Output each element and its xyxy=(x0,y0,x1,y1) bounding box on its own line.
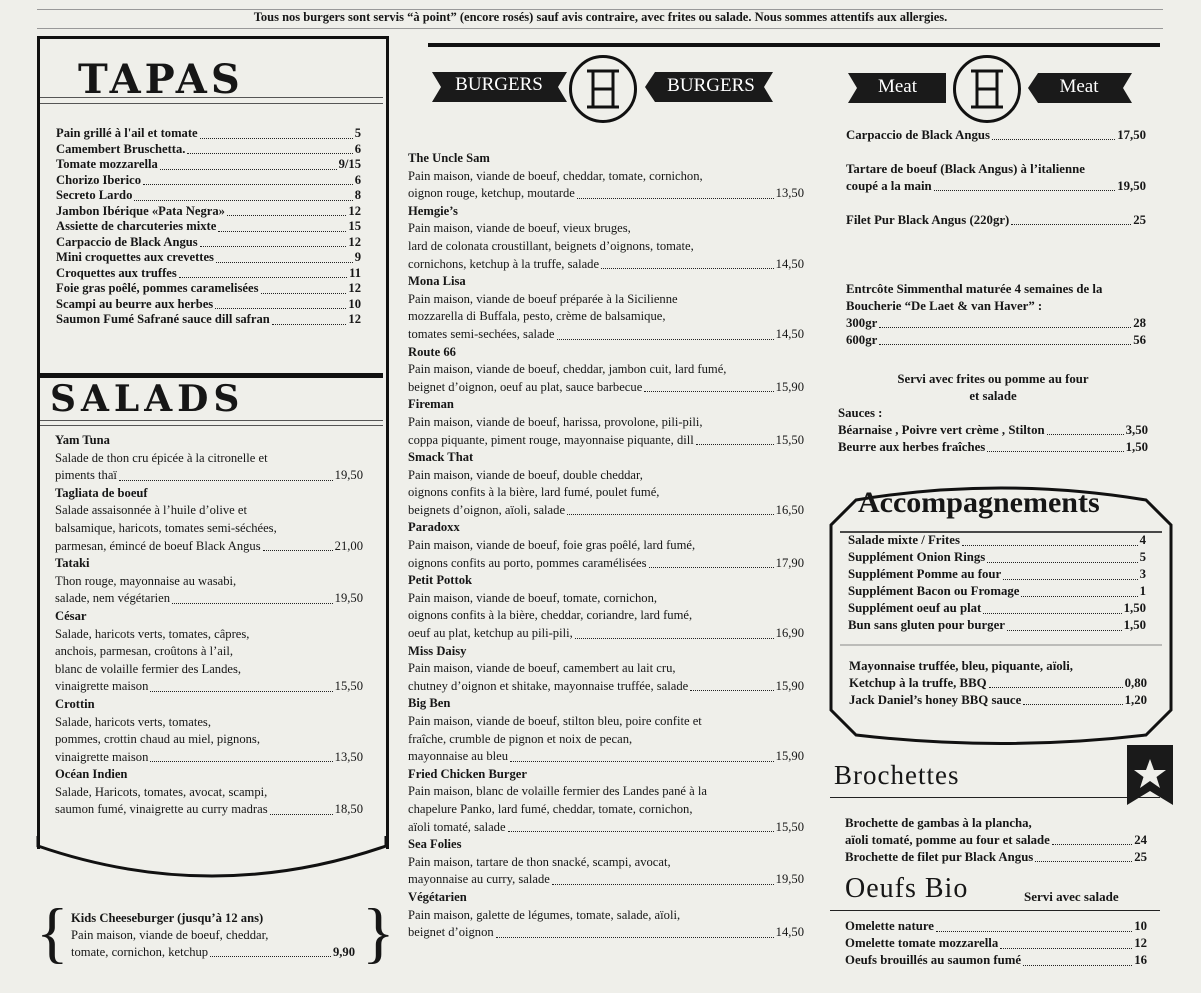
dish-desc: Pain maison, viande de boeuf, stilton bleu, poire confite et xyxy=(408,714,702,728)
sauce-1-name: Béarnaise , Poivre vert crème , Stilton xyxy=(838,423,1045,437)
dot-leader xyxy=(510,761,774,762)
dish-price: 16,50 xyxy=(775,502,804,517)
acc-sauce-1-price: 0,80 xyxy=(1124,676,1147,690)
dish-item xyxy=(408,203,804,273)
right-brace-icon: } xyxy=(362,894,395,970)
dish-name: Route 66 xyxy=(408,344,456,359)
tapas-item-price: 5 xyxy=(354,126,361,140)
dish-desc: Pain maison, viande de boeuf, camembert au lait cru, xyxy=(408,661,676,676)
dot-leader xyxy=(690,690,773,691)
acc-item xyxy=(848,617,1146,634)
dish-desc: Salade, Haricots, tomates, avocat, scampi, xyxy=(55,784,268,799)
left-panel-bottom-arc xyxy=(36,836,388,896)
dish-desc: pommes, crottin chaud au miel, pignons, xyxy=(55,732,260,747)
dot-leader xyxy=(172,603,333,604)
dish-desc: coppa piquante, piment rouge, mayonnaise piquante, dill xyxy=(408,432,694,447)
dish-price: 15,90 xyxy=(775,678,804,693)
dish-price: 15,50 xyxy=(334,679,363,694)
burgers-ribbon-right-label: BURGERS xyxy=(667,75,755,96)
dish-item xyxy=(408,889,804,942)
dish-desc: Pain maison, viande de boeuf, harissa, provolone, pili-pili, xyxy=(408,414,703,429)
dish-last-line xyxy=(408,185,804,203)
h-monogram-icon xyxy=(569,55,637,123)
dish-desc: oeuf au plat, ketchup au pili-pili, xyxy=(408,626,573,641)
dish-desc: cornichons, ketchup à la truffe, salade xyxy=(408,256,600,271)
entrecote xyxy=(846,281,1146,349)
dish-item xyxy=(408,519,804,572)
dish-last-line xyxy=(55,749,363,767)
meat-ribbon-right-label: Meat xyxy=(1059,76,1099,97)
tapas-item-name: Chorizo Iberico xyxy=(56,172,141,187)
dish-name: Sea Folies xyxy=(408,837,462,852)
dish-name: César xyxy=(55,608,87,623)
acc-item-name: Supplément oeuf au plat xyxy=(848,601,982,615)
acc-sauce-2-name: Jack Daniel’s honey BBQ sauce xyxy=(849,693,1022,707)
dish-last-line xyxy=(408,819,804,837)
dish-item xyxy=(408,273,804,343)
dish-last-line xyxy=(408,256,804,274)
dot-leader xyxy=(150,761,332,762)
tapas-item-name: Tomate mozzarella xyxy=(56,157,158,171)
brochettes-list xyxy=(845,815,1147,866)
dish-price: 15,90 xyxy=(775,379,804,394)
star-badge-icon xyxy=(1127,745,1173,807)
dot-leader xyxy=(496,937,774,938)
acc-item-price: 4 xyxy=(1139,533,1146,547)
served-line-1: Servi avec frites ou pomme au four xyxy=(897,372,1089,386)
acc-item-price: 5 xyxy=(1139,550,1146,564)
acc-item-name: Bun sans gluten pour burger xyxy=(848,618,1005,632)
burgers-ribbon-left-label: BURGERS xyxy=(455,74,543,95)
tapas-item-price: 15 xyxy=(348,219,361,233)
dish-desc: balsamique, haricots, tomates semi-séchées, xyxy=(55,520,277,535)
oeufs-item-name: Oeufs brouillés au saumon fumé xyxy=(845,953,1022,967)
tapas-item-name: Assiette de charcuteries mixte xyxy=(56,219,217,233)
dish-price: 17,90 xyxy=(775,555,804,570)
dish-price: 13,50 xyxy=(775,186,804,201)
dish-desc: Pain maison, viande de boeuf, cheddar, tomate, cornichon, xyxy=(408,168,703,183)
acc-item-name: Salade mixte / Frites xyxy=(848,533,960,547)
dish-last-line xyxy=(408,871,804,889)
kids-line-1: Pain maison, viande de boeuf, cheddar, xyxy=(71,928,269,942)
dot-leader xyxy=(508,831,774,832)
entrecote-price-2: 56 xyxy=(1133,333,1146,347)
dish-desc: lard de colonata croustillant, beignets d’oignons, tomate, xyxy=(408,238,694,253)
oeufs-item-price: 12 xyxy=(1134,936,1147,950)
dish-name: Tagliata de boeuf xyxy=(55,485,148,500)
dish-desc: Salade, haricots verts, tomates, câpres, xyxy=(55,626,250,641)
accompagnements-title: Accompagnements xyxy=(858,486,1100,519)
tapas-list xyxy=(56,126,361,328)
top-rule xyxy=(428,43,1160,47)
dot-leader xyxy=(272,324,347,325)
oeufs-item-name: Omelette tomate mozzarella xyxy=(845,936,999,950)
dish-name: Fried Chicken Burger xyxy=(408,766,527,781)
oeufs-title: Oeufs Bio xyxy=(845,873,969,904)
oeufs-list xyxy=(845,918,1147,969)
dish-price: 14,50 xyxy=(775,925,804,940)
dish-item xyxy=(55,608,363,696)
dish-price: 16,90 xyxy=(775,626,804,641)
dot-leader xyxy=(696,444,774,445)
accompagnements-sauces xyxy=(849,658,1147,709)
dot-leader xyxy=(575,638,774,639)
dish-desc: blanc de volaille fermier des Landes, xyxy=(55,661,242,676)
dish-item xyxy=(408,396,804,449)
tapas-item xyxy=(56,312,361,328)
dot-leader xyxy=(552,884,774,885)
tapas-item-price: 11 xyxy=(349,265,361,280)
dot-leader xyxy=(1021,596,1137,597)
tapas-item-name: Scampi au beurre aux herbes xyxy=(56,296,214,311)
filet-name: Filet Pur Black Angus (220gr) xyxy=(846,213,1010,227)
dish-name: Mona Lisa xyxy=(408,274,466,289)
dish-desc: Pain maison, viande de boeuf, tomate, cornichon, xyxy=(408,590,658,605)
dot-leader xyxy=(160,169,337,170)
dot-leader xyxy=(150,691,332,692)
dish-name: Crottin xyxy=(55,696,95,711)
dish-price: 15,50 xyxy=(775,432,804,447)
entrecote-size-2: 600gr xyxy=(846,333,878,347)
dish-price: 19,50 xyxy=(334,468,363,483)
tapas-item xyxy=(56,157,361,173)
tapas-item xyxy=(56,188,361,204)
acc-item xyxy=(848,549,1146,566)
kids-cheeseburger xyxy=(71,910,355,961)
dish-desc: beignet d’oignon xyxy=(408,925,494,940)
dish-desc: Salade de thon cru épicée à la citronelle et xyxy=(55,450,268,465)
carpaccio-price: 17,50 xyxy=(1117,128,1146,142)
dish-item xyxy=(55,766,363,819)
dish-name: Smack That xyxy=(408,450,474,465)
dish-name: Tataki xyxy=(55,556,90,571)
dish-desc: saumon fumé, vinaigrette au curry madras xyxy=(55,802,268,817)
brochette-2-price: 25 xyxy=(1134,850,1147,864)
dot-leader xyxy=(200,246,347,247)
dish-name: Océan Indien xyxy=(55,767,128,782)
meat-ribbon-left-label: Meat xyxy=(877,76,918,97)
tapas-item-price: 12 xyxy=(348,281,361,295)
dish-name: Fireman xyxy=(408,397,454,412)
acc-sauce-1-name: Ketchup à la truffe, BBQ xyxy=(849,676,987,690)
burgers-list xyxy=(408,150,804,942)
tapas-item-name: Croquettes aux truffes xyxy=(56,265,177,280)
dish-item xyxy=(55,555,363,608)
dish-desc: mayonnaise au curry, salade xyxy=(408,872,550,887)
entrecote-line-1: Entrcôte Simmenthal maturée 4 semaines de la xyxy=(846,282,1103,296)
tartare-price: 19,50 xyxy=(1117,179,1146,193)
tapas-item-name: Carpaccio de Black Angus xyxy=(56,234,198,249)
dish-desc: chapelure Panko, lard fumé, cheddar, tomate, cornichon, xyxy=(408,801,693,816)
sauce-1-price: 3,50 xyxy=(1125,423,1148,437)
dot-leader xyxy=(134,200,352,201)
dish-desc: tomates semi-sechées, salade xyxy=(408,326,555,341)
dot-leader xyxy=(936,931,1132,932)
dot-leader xyxy=(557,339,774,340)
tapas-item xyxy=(56,126,361,142)
dot-leader xyxy=(200,138,353,139)
tapas-item-name: Pain grillé à l'ail et tomate xyxy=(56,126,198,140)
dish-last-line xyxy=(55,590,363,608)
dish-last-line xyxy=(408,432,804,450)
tapas-item-name: Camembert Bruschetta. xyxy=(56,141,186,156)
dish-desc: Pain maison, galette de légumes, tomate, salade, aïoli, xyxy=(408,907,681,922)
dish-price: 13,50 xyxy=(334,749,363,764)
acc-item-price: 1,50 xyxy=(1123,601,1146,615)
acc-item-price: 3 xyxy=(1139,567,1146,581)
dish-last-line xyxy=(55,801,363,819)
dish-desc: Pain maison, viande de boeuf préparée à la Sicilienne xyxy=(408,291,678,306)
acc-item-name: Supplément Pomme au four xyxy=(848,567,1002,581)
tapas-item xyxy=(56,266,361,282)
dish-desc: Salade assaisonnée à l’huile d’olive et xyxy=(55,503,247,518)
brochettes-title: Brochettes xyxy=(834,760,960,790)
acc-item xyxy=(848,532,1146,549)
dish-desc: salade, nem végétarien xyxy=(55,591,171,606)
dish-name: The Uncle Sam xyxy=(408,151,490,165)
dish-desc: Pain maison, blanc de volaille fermier des Landes pané à la xyxy=(408,784,707,799)
acc-sauce-line: Mayonnaise truffée, bleu, piquante, aïoli, xyxy=(849,659,1073,673)
meat-list xyxy=(846,127,1146,229)
tapas-title: TAPAS xyxy=(78,56,244,103)
dish-desc: Pain maison, viande de boeuf, foie gras poêlé, lard fumé, xyxy=(408,538,696,553)
acc-sauce-2-price: 1,20 xyxy=(1124,693,1147,707)
sauce-2-price: 1,50 xyxy=(1125,440,1148,454)
tapas-item-name: Foie gras poêlé, pommes caramelisées xyxy=(56,281,259,295)
dish-price: 19,50 xyxy=(334,591,363,606)
oeufs-item xyxy=(845,918,1147,935)
dish-desc: oignon rouge, ketchup, moutarde xyxy=(408,186,575,201)
dot-leader xyxy=(270,814,333,815)
dish-desc: mayonnaise au bleu xyxy=(408,749,509,764)
tapas-item xyxy=(56,250,361,266)
kids-price: 9,90 xyxy=(332,945,355,959)
dish-item xyxy=(408,836,804,889)
dish-last-line xyxy=(408,502,804,520)
dish-price: 15,90 xyxy=(775,749,804,764)
tapas-item-price: 12 xyxy=(348,312,361,326)
brochette-2-name: Brochette de filet pur Black Angus xyxy=(845,850,1034,864)
dish-price: 21,00 xyxy=(334,538,363,553)
dish-name: Miss Daisy xyxy=(408,643,467,658)
dish-desc: Thon rouge, mayonnaise au wasabi, xyxy=(55,573,237,588)
tapas-item xyxy=(56,173,361,189)
brochette-line-1: Brochette de gambas à la plancha, xyxy=(845,816,1032,830)
acc-item xyxy=(848,566,1146,583)
dish-name: Végétarien xyxy=(408,889,467,904)
tartare-line-2: coupé a la main xyxy=(846,179,932,193)
dish-desc: oignons confits à la bière, lard fumé, poulet fumé, xyxy=(408,485,660,500)
dish-desc: parmesan, émincé de boeuf Black Angus xyxy=(55,538,261,553)
dish-last-line xyxy=(55,678,363,696)
dish-item xyxy=(408,449,804,519)
tapas-item xyxy=(56,297,361,313)
tapas-item-price: 10 xyxy=(348,296,361,311)
dish-name: Paradoxx xyxy=(408,520,460,535)
dish-desc: anchois, parmesan, croûtons à l’ail, xyxy=(55,644,234,659)
kids-line-2: tomate, cornichon, ketchup xyxy=(71,945,209,959)
dish-price: 14,50 xyxy=(775,326,804,341)
dish-item xyxy=(55,485,363,555)
dish-desc: Pain maison, tartare de thon snacké, scampi, avocat, xyxy=(408,854,671,869)
sauce-2-name: Beurre aux herbes fraîches xyxy=(838,440,986,454)
dish-name: Hemgie’s xyxy=(408,203,458,218)
kids-name: Kids Cheeseburger (jusqu’à 12 ans) xyxy=(71,911,264,925)
dish-name: Big Ben xyxy=(408,696,451,711)
carpaccio-name: Carpaccio de Black Angus xyxy=(846,128,990,142)
entrecote-line-2: Boucherie “De Laet & van Haver” : xyxy=(846,299,1043,313)
salads-list xyxy=(55,432,363,819)
dot-leader xyxy=(644,391,773,392)
dot-leader xyxy=(216,262,353,263)
tapas-item-price: 12 xyxy=(348,234,361,249)
tapas-item-price: 8 xyxy=(354,188,361,202)
dish-last-line xyxy=(55,538,363,556)
dot-leader xyxy=(1003,579,1137,580)
entrecote-size-1: 300gr xyxy=(846,316,878,330)
top-note: Tous nos burgers sont servis “à point” (encore rosés) sauf avis contraire, avec frites ou salade. Nous sommes attentifs aux allergies. xyxy=(253,10,948,24)
dish-desc: aïoli tomaté, salade xyxy=(408,819,506,834)
dish-item xyxy=(408,344,804,397)
dish-last-line xyxy=(408,748,804,766)
acc-item-price: 1,50 xyxy=(1123,618,1146,632)
tapas-item-price: 6 xyxy=(354,141,361,156)
dish-desc: beignet d’oignon, oeuf au plat, sauce barbecue xyxy=(408,379,643,394)
entrecote-price-1: 28 xyxy=(1133,316,1146,330)
served-line-2: et salade xyxy=(969,389,1017,403)
dish-item xyxy=(408,643,804,696)
dot-leader xyxy=(649,567,774,568)
dish-desc: piments thaï xyxy=(55,468,117,483)
dish-desc: Pain maison, viande de boeuf, double cheddar, xyxy=(408,467,643,482)
tapas-item-name: Saumon Fumé Safrané sauce dill safran xyxy=(56,312,270,326)
brochette-1-name: aïoli tomaté, pomme au four et salade xyxy=(845,833,1050,847)
salads-title: SALADS xyxy=(50,378,245,420)
tapas-item xyxy=(56,219,361,235)
oeufs-subtitle: Servi avec salade xyxy=(1024,889,1119,904)
dot-leader xyxy=(179,277,347,278)
dish-desc: chutney d’oignon et shitake, mayonnaise truffée, salade xyxy=(408,678,689,693)
dot-leader xyxy=(1000,948,1132,949)
dot-leader xyxy=(983,613,1121,614)
dish-last-line xyxy=(408,678,804,696)
tapas-item-name: Mini croquettes aux crevettes xyxy=(56,250,214,264)
dish-item xyxy=(55,432,363,485)
dish-desc: oignons confits à la bière, cheddar, coriandre, lard fumé, xyxy=(408,608,693,623)
dish-desc: vinaigrette maison xyxy=(55,679,149,694)
dot-leader xyxy=(215,308,346,309)
dish-last-line xyxy=(408,326,804,344)
dish-desc: beignets d’oignon, aïoli, salade xyxy=(408,502,566,517)
tapas-item xyxy=(56,235,361,251)
dish-last-line xyxy=(408,379,804,397)
dot-leader xyxy=(263,550,333,551)
dish-price: 18,50 xyxy=(334,802,363,817)
oeufs-item-name: Omelette nature xyxy=(845,919,934,933)
dot-leader xyxy=(601,268,774,269)
dish-name: Yam Tuna xyxy=(55,433,110,447)
dish-item xyxy=(55,696,363,766)
acc-item-name: Supplément Bacon ou Fromage xyxy=(848,584,1020,598)
brochette-1-price: 24 xyxy=(1134,833,1147,847)
dot-leader xyxy=(577,198,774,199)
dish-desc: Pain maison, viande de boeuf, cheddar, jambon cuit, lard fumé, xyxy=(408,362,727,377)
tapas-item-price: 12 xyxy=(348,203,361,218)
left-brace-icon: { xyxy=(36,894,69,970)
tapas-item-price: 9 xyxy=(354,250,361,264)
dot-leader xyxy=(1023,965,1132,966)
dish-desc: mozzarella di Buffala, pesto, crème de balsamique, xyxy=(408,309,666,324)
tapas-item-name: Secreto Lardo xyxy=(56,188,133,202)
dot-leader xyxy=(119,480,333,481)
accompagnements-list xyxy=(848,532,1146,634)
dish-name: Petit Pottok xyxy=(408,573,472,588)
dish-price: 15,50 xyxy=(775,819,804,834)
dish-desc: Salade, haricots verts, tomates, xyxy=(55,714,211,729)
oeufs-item xyxy=(845,935,1147,952)
dot-leader xyxy=(987,562,1137,563)
dot-leader xyxy=(962,545,1138,546)
dot-leader xyxy=(261,293,347,294)
tapas-item xyxy=(56,281,361,297)
dish-last-line xyxy=(408,924,804,942)
acc-item-name: Supplément Onion Rings xyxy=(848,550,986,564)
dish-price: 19,50 xyxy=(775,872,804,887)
dish-desc: oignons confits au porto, pommes caramélisées xyxy=(408,555,647,570)
acc-item-price: 1 xyxy=(1139,584,1146,598)
tapas-item-price: 6 xyxy=(354,172,361,187)
dish-last-line xyxy=(408,625,804,643)
dish-item xyxy=(408,695,804,765)
meat-served-with xyxy=(838,371,1148,456)
oeufs-item-price: 16 xyxy=(1134,953,1147,967)
dot-leader xyxy=(143,184,353,185)
oeufs-item-price: 10 xyxy=(1134,919,1147,933)
oeufs-item xyxy=(845,952,1147,969)
tartare-line-1: Tartare de boeuf (Black Angus) à l’italienne xyxy=(846,162,1085,176)
tapas-item-price: 9/15 xyxy=(338,157,361,171)
tapas-item xyxy=(56,204,361,220)
acc-item xyxy=(848,600,1146,617)
dot-leader xyxy=(1007,630,1122,631)
dot-leader xyxy=(227,215,346,216)
dish-last-line xyxy=(55,467,363,485)
dish-desc: Pain maison, viande de boeuf, vieux bruges, xyxy=(408,221,631,236)
h-monogram-icon xyxy=(953,55,1021,123)
dish-price: 14,50 xyxy=(775,256,804,271)
sauces-label: Sauces : xyxy=(838,406,883,420)
dish-desc: vinaigrette maison xyxy=(55,749,149,764)
dish-item xyxy=(408,766,804,836)
tapas-item xyxy=(56,142,361,158)
dot-leader xyxy=(567,514,774,515)
dot-leader xyxy=(218,231,346,232)
filet-price: 25 xyxy=(1133,213,1146,227)
dot-leader xyxy=(187,153,352,154)
tapas-item-name: Jambon Ibérique «Pata Negra» xyxy=(56,203,225,218)
acc-item xyxy=(848,583,1146,600)
dish-item xyxy=(408,572,804,642)
dish-last-line xyxy=(408,555,804,573)
dish-item xyxy=(408,150,804,203)
dish-desc: fraîche, crumble de pignon et noix de pecan, xyxy=(408,731,633,746)
